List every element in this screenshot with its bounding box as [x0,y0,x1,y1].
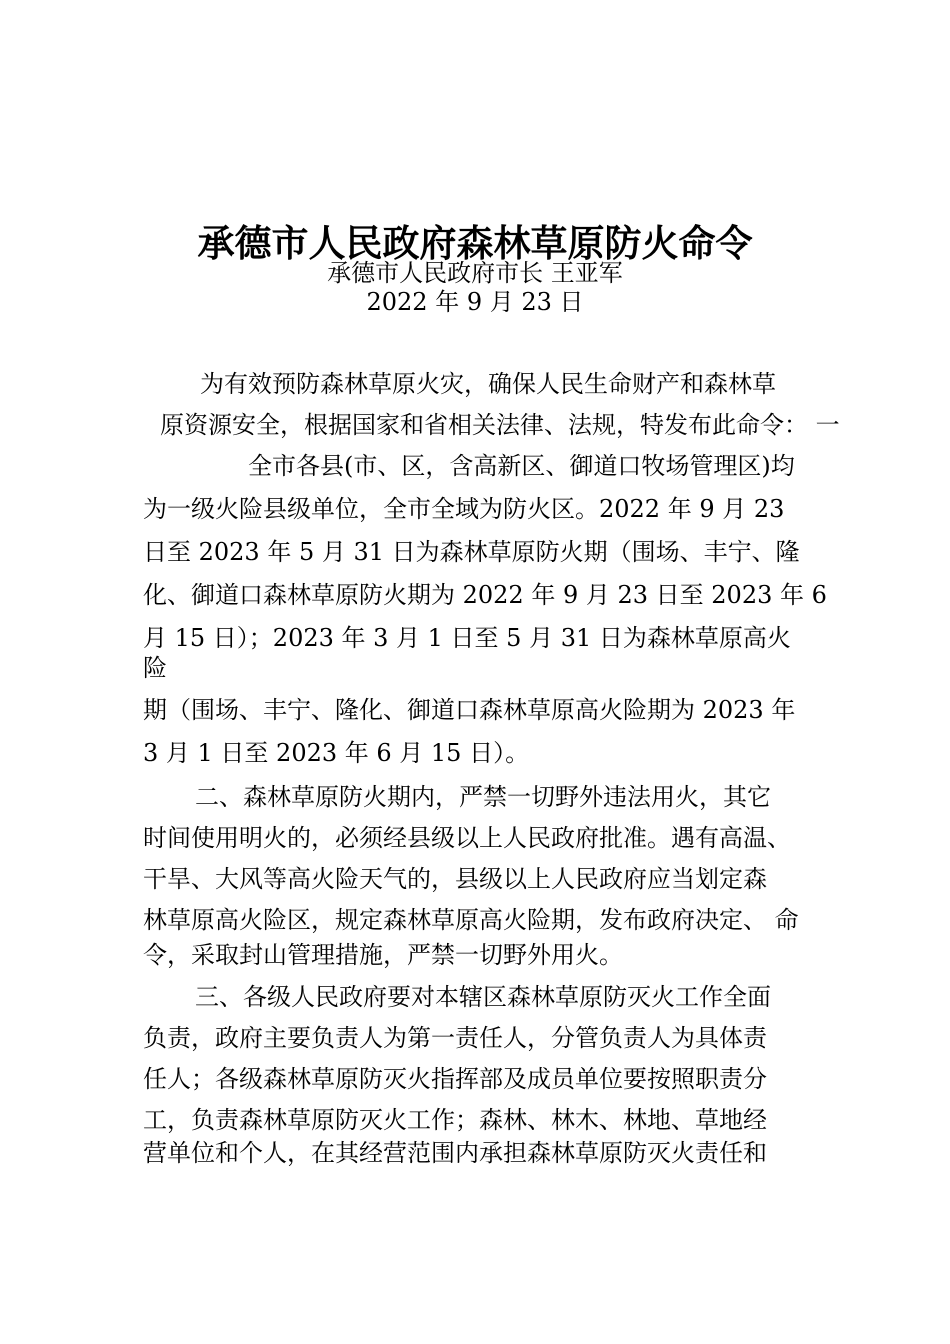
body-line-13: 干旱、大风等高火险天气的，县级以上人民政府应当划定森 [143,865,767,893]
body-line-4: 为一级火险县级单位，全市全域为防火区。2022 年 9 月 23 [143,495,785,523]
body-line-10: 3 月 1 日至 2023 年 6 月 15 日）。 [143,739,530,767]
body-line-11: 二、森林草原防火期内，严禁一切野外违法用火，其它 [195,783,771,811]
body-line-19: 工，负责森林草原防灭火工作；森林、林木、林地、草地经 [143,1106,767,1134]
body-line-9: 期（围场、丰宁、隆化、御道口森林草原高火险期为 2023 年 [143,696,796,724]
body-line-1: 为有效预防森林草原火灾，确保人民生命财产和森林草 [200,370,776,398]
body-line-20: 营单位和个人，在其经营范围内承担森林草原防灭火责任和 [143,1139,767,1167]
body-line-2: 原资源安全，根据国家和省相关法律、法规，特发布此命令： 一 [160,411,840,439]
body-line-12: 时间使用明火的，必须经县级以上人民政府批准。遇有高温、 [143,824,791,852]
document-title: 承德市人民政府森林草原防火命令 [197,220,753,265]
body-line-14: 林草原高火险区，规定森林草原高火险期，发布政府决定、 命 [143,906,799,934]
body-line-7: 月 15 日）；2023 年 3 月 1 日至 5 月 31 日为森林草原高火 [143,624,791,652]
body-line-15: 令，采取封山管理措施，严禁一切野外用火。 [143,941,623,969]
body-line-3: 全市各县(市、区，含高新区、御道口牧场管理区)均 [248,452,795,480]
document-date: 2022 年 9 月 23 日 [366,288,584,316]
body-line-5: 日至 2023 年 5 月 31 日为森林草原防火期（围场、丰宁、隆 [143,538,800,566]
body-line-16: 三、各级人民政府要对本辖区森林草原防灭火工作全面 [195,983,771,1011]
body-line-18: 任人；各级森林草原防灭火指挥部及成员单位要按照职责分 [143,1065,767,1093]
body-line-8: 险 [143,654,167,682]
document-author: 承德市人民政府市长 王亚军 [327,259,623,287]
body-line-17: 负责，政府主要负责人为第一责任人，分管负责人为具体责 [143,1024,767,1052]
body-line-6: 化、御道口森林草原防火期为 2022 年 9 月 23 日至 2023 年 6 [143,581,827,609]
